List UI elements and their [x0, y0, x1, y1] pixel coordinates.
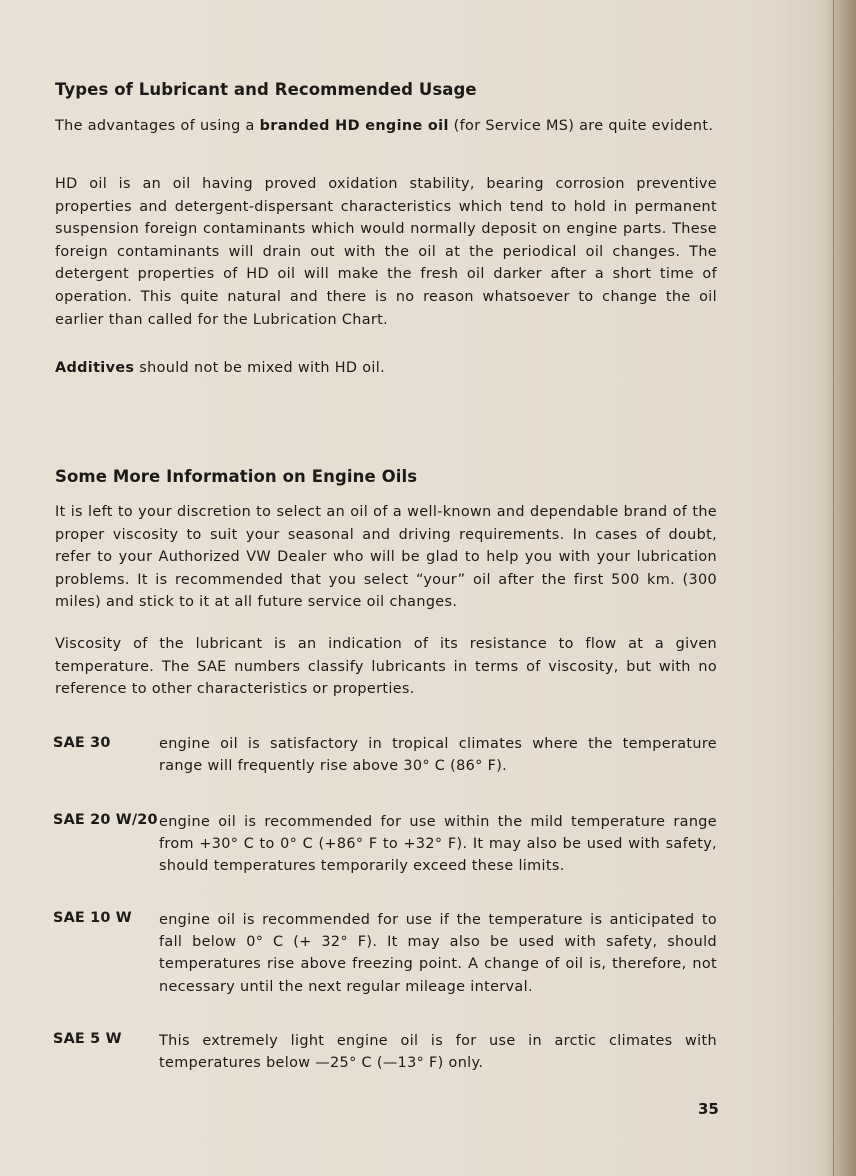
paragraph-advantages-bold: branded HD engine oil	[259, 118, 449, 134]
paragraph-advantages-end: (for Service MS) are quite evident.	[448, 118, 714, 134]
paragraph-additives-rest: should not be mixed with HD oil.	[134, 360, 386, 376]
grade-text-sae-5w: This extremely light engine oil is for use in arctic climates with temperatures below —25° C (—13° F) only.	[159, 1033, 717, 1072]
page-spine-line	[833, 0, 834, 1176]
grade-text-sae-30: engine oil is satisfactory in tropical climates where the temperature range will frequently rise above 30° C (86° F).	[159, 736, 717, 775]
grade-label-sae-10w: SAE 10 W	[53, 910, 132, 926]
paragraph-advantages-start: The advantages of using a	[55, 118, 260, 134]
paragraph-additives-bold: Additives	[55, 360, 135, 376]
grade-label-sae-30: SAE 30	[53, 735, 111, 751]
page-spine-shadow	[826, 0, 856, 1176]
paragraph-hd-oil: HD oil is an oil having proved oxidation stability, bearing corrosion preventive properties and detergent-dispersant characteristics which tend to hold in permanent suspension foreign contaminants which would normally deposit on engine parts. These foreign contaminants will drain out with the oil at the periodical oil changes. The detergent properties of HD oil will make the fresh oil darker after a short time of operation. This quite natural and there is no reason whatsoever to change the oil earlier than called for the Lubrication Chart.	[55, 176, 717, 328]
grade-text-sae-20w20: engine oil is recommended for use within the mild temperature range from +30° C to 0° C (+86° F to +32° F). It may also be used with safety, should temperatures temporarily exceed these limits.	[159, 814, 717, 875]
paragraph-discretion: It is left to your discretion to select an oil of a well-known and dependable brand of the proper viscosity to suit your seasonal and driving requirements. In cases of doubt, refer to your Authorized VW Dealer who will be glad to help you with your lubrication problems. It is recommended that you select “your” oil after the first 500 km. (300 miles) and stick to it at all future service oil changes.	[55, 504, 717, 611]
paragraph-additives	[55, 357, 717, 380]
grade-label-sae-5w: SAE 5 W	[53, 1031, 122, 1047]
page-number: 35	[698, 1100, 719, 1118]
section-heading-lubricant-types: Types of Lubricant and Recommended Usage	[55, 80, 477, 99]
paragraph-advantages	[55, 115, 717, 138]
section-heading-engine-oils: Some More Information on Engine Oils	[55, 467, 418, 486]
grade-text-sae-10w: engine oil is recommended for use if the temperature is anticipated to fall below 0° C (+ 32° F). It may also be used with safety, should temperatures rise above freezing point. A change of oil is, therefore, not necessary until the next regular mileage interval.	[159, 912, 717, 995]
paragraph-viscosity: Viscosity of the lubricant is an indication of its resistance to flow at a given temperature. The SAE numbers classify lubricants in terms of viscosity, but with no reference to other characteristics or properties.	[55, 636, 717, 698]
grade-label-sae-20w20: SAE 20 W/20	[53, 812, 158, 828]
